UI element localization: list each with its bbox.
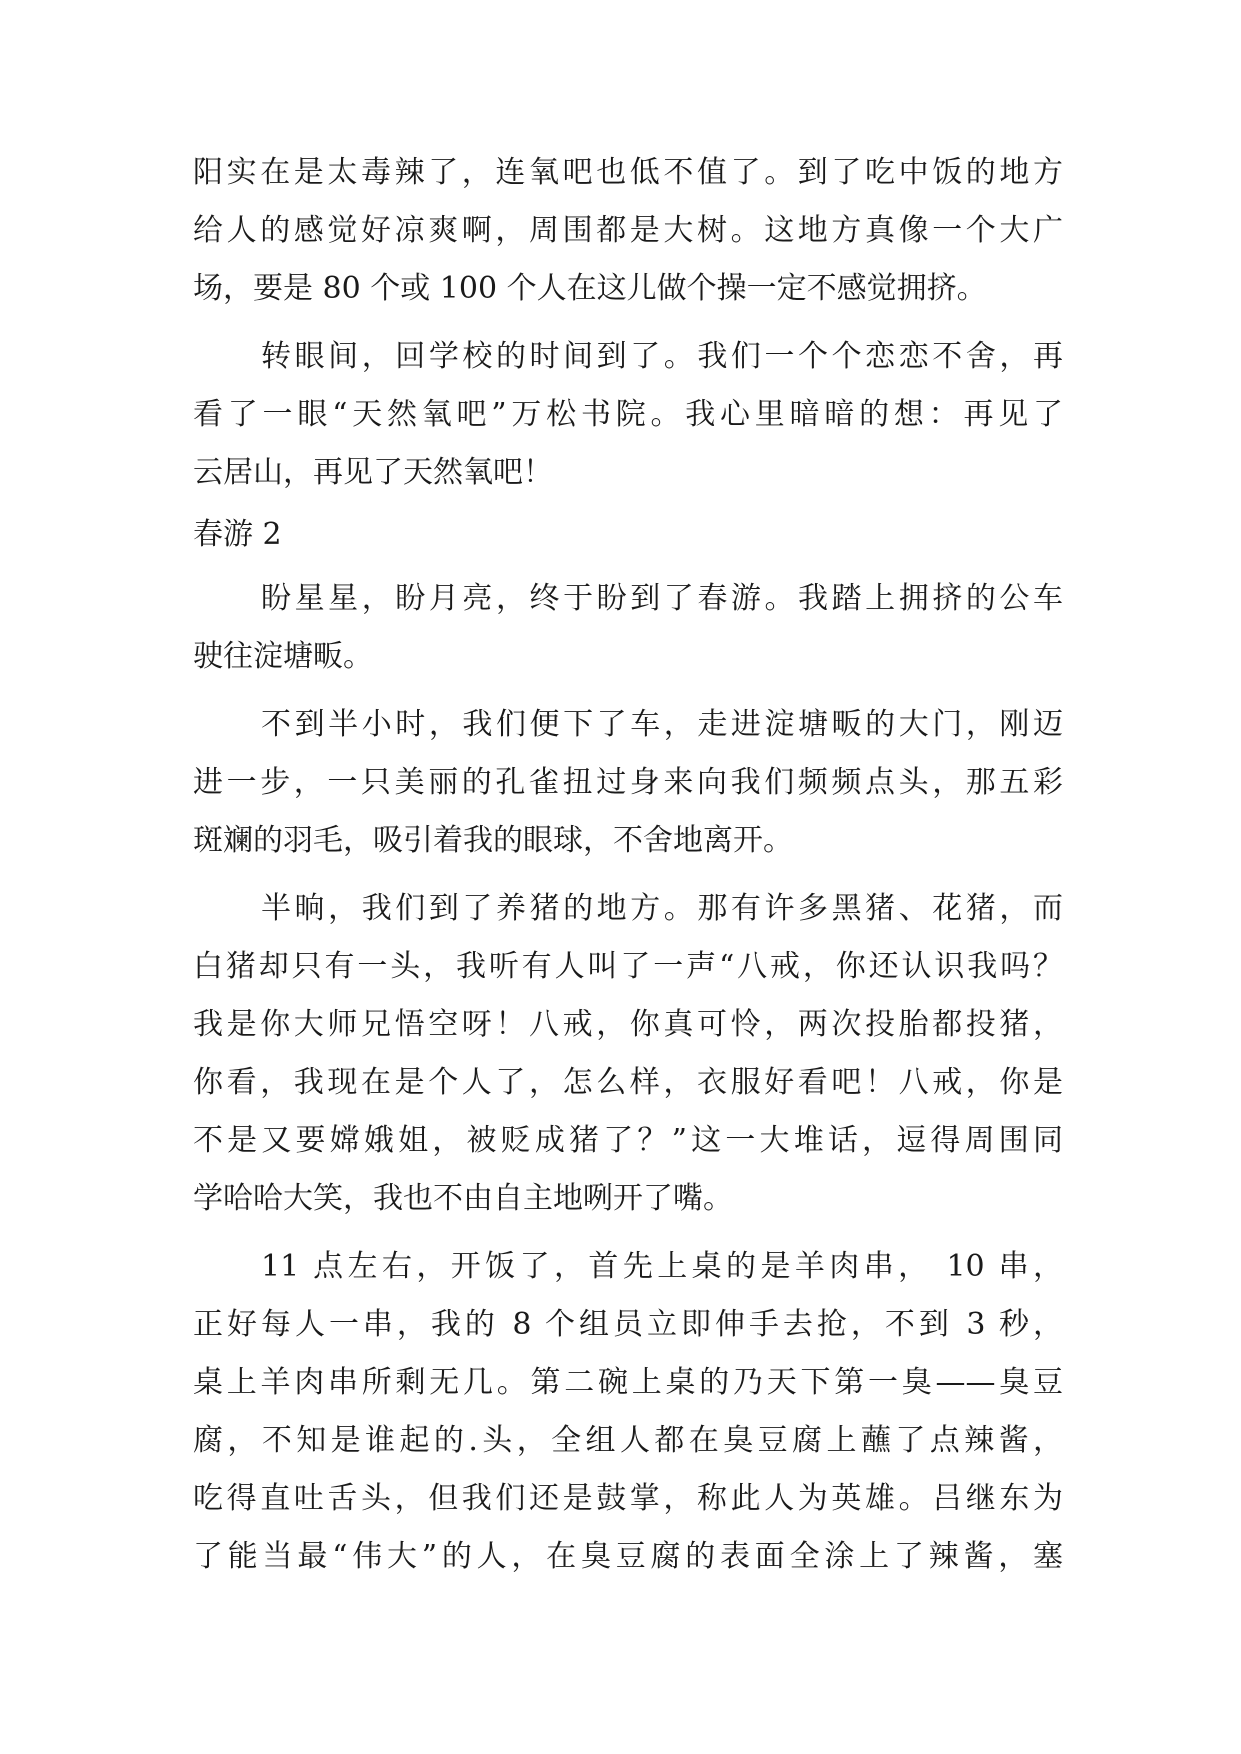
- paragraph-arrive: [193, 696, 1063, 870]
- paragraph-pigs: [193, 880, 1063, 1228]
- text-line: 驶往淀塘畈。: [193, 639, 373, 674]
- text-line: 11 点左右，开饭了，首先上桌的是羊肉串， 10 串，: [261, 1249, 1063, 1284]
- text-line: 不到半小时，我们便下了车，走进淀塘畈的大门，刚迈: [261, 707, 1063, 742]
- text-line: 半晌，我们到了养猪的地方。那有许多黑猪、花猪，而: [261, 891, 1063, 926]
- text-line: 你看，我现在是个人了，怎么样，衣服好看吧！八戒，你是: [193, 1065, 1063, 1100]
- paragraph-intro: [193, 570, 1063, 686]
- text-line: 云居山，再见了天然氧吧！: [193, 455, 553, 490]
- text-line: 白猪却只有一头，我听有人叫了一声“八戒，你还认识我吗？: [193, 949, 1063, 984]
- text-line: 阳实在是太毒辣了，连氧吧也低不值了。到了吃中饭的地方: [193, 155, 1063, 190]
- text-line: 了能当最“伟大”的人，在臭豆腐的表面全涂上了辣酱，塞: [193, 1539, 1063, 1574]
- text-line: 转眼间，回学校的时间到了。我们一个个恋恋不舍，再: [261, 339, 1063, 374]
- text-line: 场，要是 80 个或 100 个人在这儿做个操一定不感觉拥挤。: [193, 271, 987, 306]
- paragraph-continuation: [193, 144, 1063, 318]
- text-line: 盼星星，盼月亮，终于盼到了春游。我踏上拥挤的公车: [261, 581, 1063, 616]
- text-line: 斑斓的羽毛，吸引着我的眼球，不舍地离开。: [193, 823, 793, 858]
- text-line: 吃得直吐舌头，但我们还是鼓掌，称此人为英雄。吕继东为: [193, 1481, 1063, 1516]
- text-line: 学哈哈大笑，我也不由自主地咧开了嘴。: [193, 1181, 733, 1216]
- text-line: 桌上羊肉串所剩无几。第二碗上桌的乃天下第一臭——臭豆: [193, 1365, 1063, 1400]
- text-line: 正好每人一串，我的 8 个组员立即伸手去抢，不到 3 秒，: [193, 1307, 1063, 1342]
- text-line: 进一步，一只美丽的孔雀扭过身来向我们频频点头，那五彩: [193, 765, 1063, 800]
- section-title: 春游 2: [193, 517, 282, 552]
- paragraph-lunch: [193, 1238, 1063, 1586]
- text-line: 给人的感觉好凉爽啊，周围都是大树。这地方真像一个大广: [193, 213, 1063, 248]
- text-line: 腐，不知是谁起的.头，全组人都在臭豆腐上蘸了点辣酱，: [193, 1423, 1063, 1458]
- document-body: [193, 144, 1063, 1586]
- text-line: 看了一眼“天然氧吧”万松书院。我心里暗暗的想：再见了: [193, 397, 1063, 432]
- paragraph-return: [193, 328, 1063, 502]
- text-line: 不是又要嫦娥姐，被贬成猪了？”这一大堆话，逗得周围同: [193, 1123, 1063, 1158]
- text-line: 我是你大师兄悟空呀！八戒，你真可怜，两次投胎都投猪，: [193, 1007, 1063, 1042]
- section-heading: [193, 506, 1063, 564]
